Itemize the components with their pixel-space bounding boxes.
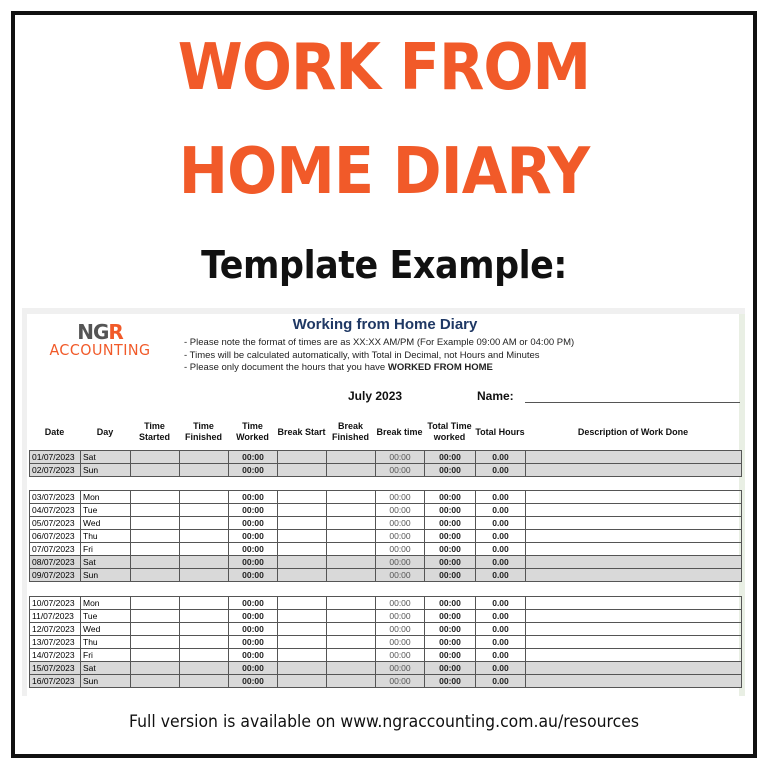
total-hours-cell: 0.00: [476, 451, 526, 464]
total-hours-cell: 0.00: [476, 530, 526, 543]
table-row: [30, 504, 742, 517]
col-header-day: Day: [96, 426, 114, 437]
description-cell[interactable]: [526, 675, 742, 688]
break-start-cell[interactable]: [278, 491, 327, 504]
break-finished-cell[interactable]: [327, 623, 376, 636]
date-cell: 13/07/2023: [30, 636, 81, 649]
break-time-cell: 00:00: [376, 649, 425, 662]
col-header-description: Description of Work Done: [577, 426, 689, 437]
total-time-worked-cell: 00:00: [425, 675, 476, 688]
break-start-cell[interactable]: [278, 623, 327, 636]
total-time-worked-cell: 00:00: [425, 597, 476, 610]
logo-r: R: [108, 320, 123, 344]
break-start-cell[interactable]: [278, 649, 327, 662]
description-cell[interactable]: [526, 530, 742, 543]
break-finished-cell[interactable]: [327, 649, 376, 662]
col-header-time-started: Time Started: [138, 421, 170, 442]
col-header-total-time-worked: Total Time worked: [427, 421, 472, 442]
table-row: [30, 517, 742, 530]
poster-subtitle: Template Example:: [201, 243, 567, 287]
logo-ng: NG: [77, 320, 109, 344]
break-time-cell: 00:00: [376, 464, 425, 477]
total-hours-cell: 0.00: [476, 623, 526, 636]
col-header-time-finished: Time Finished: [184, 421, 222, 442]
poster-title-line1: WORK FROM: [177, 31, 591, 105]
date-cell: 01/07/2023: [30, 451, 81, 464]
table-row: [30, 569, 742, 582]
time-worked-cell: 00:00: [229, 649, 278, 662]
time-finished-cell[interactable]: [180, 662, 229, 675]
total-time-worked-cell: 00:00: [425, 569, 476, 582]
time-started-cell[interactable]: [131, 569, 180, 582]
date-cell: 09/07/2023: [30, 569, 81, 582]
break-start-cell[interactable]: [278, 504, 327, 517]
total-time-worked-cell: 00:00: [425, 662, 476, 675]
week-table-3: [29, 596, 742, 688]
day-cell: Tue: [81, 610, 131, 623]
total-time-worked-cell: 00:00: [425, 623, 476, 636]
break-finished-cell[interactable]: [327, 662, 376, 675]
col-header-break-time: Break time: [376, 426, 423, 437]
time-started-cell[interactable]: [131, 675, 180, 688]
date-cell: 06/07/2023: [30, 530, 81, 543]
total-time-worked-cell: 00:00: [425, 636, 476, 649]
time-started-cell[interactable]: [131, 610, 180, 623]
time-started-cell[interactable]: [131, 636, 180, 649]
table-row: [30, 491, 742, 504]
break-start-cell[interactable]: [278, 636, 327, 649]
table-row: [30, 610, 742, 623]
break-time-cell: 00:00: [376, 569, 425, 582]
note-3: [184, 362, 574, 375]
time-started-cell[interactable]: [131, 491, 180, 504]
footer-text: Full version is available on www.ngraccounting.com.au/resources: [128, 712, 640, 732]
total-time-worked-cell: 00:00: [425, 556, 476, 569]
time-started-cell[interactable]: [131, 649, 180, 662]
time-started-cell[interactable]: [131, 543, 180, 556]
table-row: [30, 649, 742, 662]
week-table-1: [29, 450, 742, 477]
day-cell: Sun: [81, 569, 131, 582]
note-3-bold: WORKED FROM HOME: [387, 362, 493, 373]
break-start-cell[interactable]: [278, 597, 327, 610]
date-cell: 14/07/2023: [30, 649, 81, 662]
time-worked-cell: 00:00: [229, 451, 278, 464]
day-cell: Fri: [81, 649, 131, 662]
total-time-worked-cell: 00:00: [425, 649, 476, 662]
break-finished-cell[interactable]: [327, 636, 376, 649]
day-cell: Thu: [81, 530, 131, 543]
sheet-title: Working from Home Diary: [292, 316, 478, 333]
poster-title-line2: HOME DIARY: [178, 135, 590, 209]
break-finished-cell[interactable]: [327, 451, 376, 464]
total-time-worked-cell: 00:00: [425, 610, 476, 623]
day-cell: Wed: [81, 517, 131, 530]
break-start-cell[interactable]: [278, 675, 327, 688]
total-time-worked-cell: 00:00: [425, 543, 476, 556]
time-finished-cell[interactable]: [180, 504, 229, 517]
break-time-cell: 00:00: [376, 491, 425, 504]
time-started-cell[interactable]: [131, 623, 180, 636]
day-cell: Sat: [81, 662, 131, 675]
time-worked-cell: 00:00: [229, 543, 278, 556]
break-start-cell[interactable]: [278, 543, 327, 556]
date-cell: 04/07/2023: [30, 504, 81, 517]
break-finished-cell[interactable]: [327, 610, 376, 623]
time-worked-cell: 00:00: [229, 556, 278, 569]
time-finished-cell[interactable]: [180, 556, 229, 569]
time-worked-cell: 00:00: [229, 636, 278, 649]
time-started-cell[interactable]: [131, 597, 180, 610]
description-cell[interactable]: [526, 623, 742, 636]
break-time-cell: 00:00: [376, 530, 425, 543]
time-started-cell[interactable]: [131, 662, 180, 675]
note-2: - Times will be calculated automatically, with Total in Decimal, not Hours and Minutes: [184, 349, 540, 361]
table-row: [30, 623, 742, 636]
break-finished-cell[interactable]: [327, 504, 376, 517]
break-time-cell: 00:00: [376, 517, 425, 530]
time-started-cell[interactable]: [131, 530, 180, 543]
date-cell: 08/07/2023: [30, 556, 81, 569]
time-finished-cell[interactable]: [180, 569, 229, 582]
description-cell[interactable]: [526, 649, 742, 662]
date-cell: 16/07/2023: [30, 675, 81, 688]
total-time-worked-cell: 00:00: [425, 451, 476, 464]
break-time-cell: 00:00: [376, 675, 425, 688]
total-hours-cell: 0.00: [476, 543, 526, 556]
break-finished-cell[interactable]: [327, 556, 376, 569]
break-start-cell[interactable]: [278, 517, 327, 530]
break-time-cell: 00:00: [376, 543, 425, 556]
break-time-cell: 00:00: [376, 556, 425, 569]
date-cell: 03/07/2023: [30, 491, 81, 504]
break-finished-cell[interactable]: [327, 517, 376, 530]
table-row: [30, 464, 742, 477]
time-finished-cell[interactable]: [180, 517, 229, 530]
month-label: July 2023: [348, 389, 403, 403]
description-cell[interactable]: [526, 662, 742, 675]
description-cell[interactable]: [526, 504, 742, 517]
note-1: - Please note the format of times are as XX:XX AM/PM (For Example 09:00 AM or 04:00 PM): [184, 337, 575, 348]
time-worked-cell: 00:00: [229, 530, 278, 543]
time-worked-cell: 00:00: [229, 504, 278, 517]
total-hours-cell: 0.00: [476, 662, 526, 675]
time-worked-cell: 00:00: [229, 610, 278, 623]
date-cell: 10/07/2023: [30, 597, 81, 610]
time-worked-cell: 00:00: [229, 491, 278, 504]
break-start-cell[interactable]: [278, 569, 327, 582]
time-worked-cell: 00:00: [229, 597, 278, 610]
table-row: [30, 451, 742, 464]
description-cell[interactable]: [526, 597, 742, 610]
break-finished-cell[interactable]: [327, 675, 376, 688]
date-cell: 15/07/2023: [30, 662, 81, 675]
break-finished-cell[interactable]: [327, 491, 376, 504]
total-hours-cell: 0.00: [476, 675, 526, 688]
total-hours-cell: 0.00: [476, 504, 526, 517]
time-worked-cell: 00:00: [229, 569, 278, 582]
break-finished-cell[interactable]: [327, 543, 376, 556]
time-worked-cell: 00:00: [229, 517, 278, 530]
time-finished-cell[interactable]: [180, 543, 229, 556]
time-worked-cell: 00:00: [229, 662, 278, 675]
sheet-notes: [184, 337, 574, 375]
day-cell: Thu: [81, 636, 131, 649]
time-finished-cell[interactable]: [180, 491, 229, 504]
total-hours-cell: 0.00: [476, 597, 526, 610]
total-hours-cell: 0.00: [476, 649, 526, 662]
description-cell[interactable]: [526, 491, 742, 504]
description-cell[interactable]: [526, 451, 742, 464]
total-hours-cell: 0.00: [476, 610, 526, 623]
break-time-cell: 00:00: [376, 597, 425, 610]
break-time-cell: 00:00: [376, 662, 425, 675]
total-hours-cell: 0.00: [476, 636, 526, 649]
description-cell[interactable]: [526, 556, 742, 569]
total-time-worked-cell: 00:00: [425, 504, 476, 517]
time-started-cell[interactable]: [131, 556, 180, 569]
break-time-cell: 00:00: [376, 504, 425, 517]
day-cell: Tue: [81, 504, 131, 517]
time-worked-cell: 00:00: [229, 623, 278, 636]
time-finished-cell[interactable]: [180, 530, 229, 543]
break-start-cell[interactable]: [278, 556, 327, 569]
day-cell: Sat: [81, 451, 131, 464]
name-field[interactable]: [525, 402, 740, 403]
date-cell: 05/07/2023: [30, 517, 81, 530]
date-cell: 07/07/2023: [30, 543, 81, 556]
date-cell: 12/07/2023: [30, 623, 81, 636]
break-time-cell: 00:00: [376, 623, 425, 636]
break-start-cell[interactable]: [278, 610, 327, 623]
table-row: [30, 543, 742, 556]
week-table-2: [29, 490, 742, 582]
table-row: [30, 597, 742, 610]
break-time-cell: 00:00: [376, 610, 425, 623]
total-time-worked-cell: 00:00: [425, 464, 476, 477]
description-cell[interactable]: [526, 543, 742, 556]
date-cell: 02/07/2023: [30, 464, 81, 477]
day-cell: Sun: [81, 464, 131, 477]
break-time-cell: 00:00: [376, 451, 425, 464]
table-row: [30, 636, 742, 649]
total-hours-cell: 0.00: [476, 517, 526, 530]
time-finished-cell[interactable]: [180, 675, 229, 688]
time-worked-cell: 00:00: [229, 675, 278, 688]
description-cell[interactable]: [526, 610, 742, 623]
col-header-break-start: Break Start: [277, 426, 326, 437]
total-time-worked-cell: 00:00: [425, 530, 476, 543]
col-header-break-finished: Break Finished: [331, 421, 369, 442]
description-cell[interactable]: [526, 569, 742, 582]
description-cell[interactable]: [526, 464, 742, 477]
date-cell: 11/07/2023: [30, 610, 81, 623]
day-cell: Wed: [81, 623, 131, 636]
break-finished-cell[interactable]: [327, 597, 376, 610]
time-worked-cell: 00:00: [229, 464, 278, 477]
col-header-date: Date: [44, 426, 65, 437]
logo-ngr-mark: [34, 322, 166, 342]
description-cell[interactable]: [526, 517, 742, 530]
break-start-cell[interactable]: [278, 662, 327, 675]
time-started-cell[interactable]: [131, 517, 180, 530]
break-time-cell: 00:00: [376, 636, 425, 649]
total-hours-cell: 0.00: [476, 464, 526, 477]
time-finished-cell[interactable]: [180, 451, 229, 464]
time-finished-cell[interactable]: [180, 623, 229, 636]
col-header-total-hours: Total Hours: [475, 426, 525, 437]
total-time-worked-cell: 00:00: [425, 491, 476, 504]
break-start-cell[interactable]: [278, 451, 327, 464]
time-finished-cell[interactable]: [180, 597, 229, 610]
total-hours-cell: 0.00: [476, 569, 526, 582]
break-finished-cell[interactable]: [327, 569, 376, 582]
time-started-cell[interactable]: [131, 464, 180, 477]
logo-accounting-text: ACCOUNTING: [49, 341, 151, 359]
ngr-accounting-logo: [34, 322, 166, 358]
time-started-cell[interactable]: [131, 451, 180, 464]
table-row: [30, 662, 742, 675]
description-cell[interactable]: [526, 636, 742, 649]
break-start-cell[interactable]: [278, 530, 327, 543]
table-row: [30, 530, 742, 543]
total-time-worked-cell: 00:00: [425, 517, 476, 530]
table-row: [30, 675, 742, 688]
total-hours-cell: 0.00: [476, 556, 526, 569]
table-row: [30, 556, 742, 569]
note-3-text: - Please only document the hours that you have: [184, 362, 388, 373]
time-finished-cell[interactable]: [180, 649, 229, 662]
time-finished-cell[interactable]: [180, 610, 229, 623]
break-start-cell[interactable]: [278, 464, 327, 477]
name-label: Name:: [477, 389, 514, 403]
day-cell: Fri: [81, 543, 131, 556]
break-finished-cell[interactable]: [327, 530, 376, 543]
time-finished-cell[interactable]: [180, 464, 229, 477]
day-cell: Mon: [81, 491, 131, 504]
day-cell: Mon: [81, 597, 131, 610]
total-hours-cell: 0.00: [476, 491, 526, 504]
col-header-time-worked: Time Worked: [236, 421, 269, 442]
break-finished-cell[interactable]: [327, 464, 376, 477]
time-started-cell[interactable]: [131, 504, 180, 517]
time-finished-cell[interactable]: [180, 636, 229, 649]
day-cell: Sun: [81, 675, 131, 688]
day-cell: Sat: [81, 556, 131, 569]
